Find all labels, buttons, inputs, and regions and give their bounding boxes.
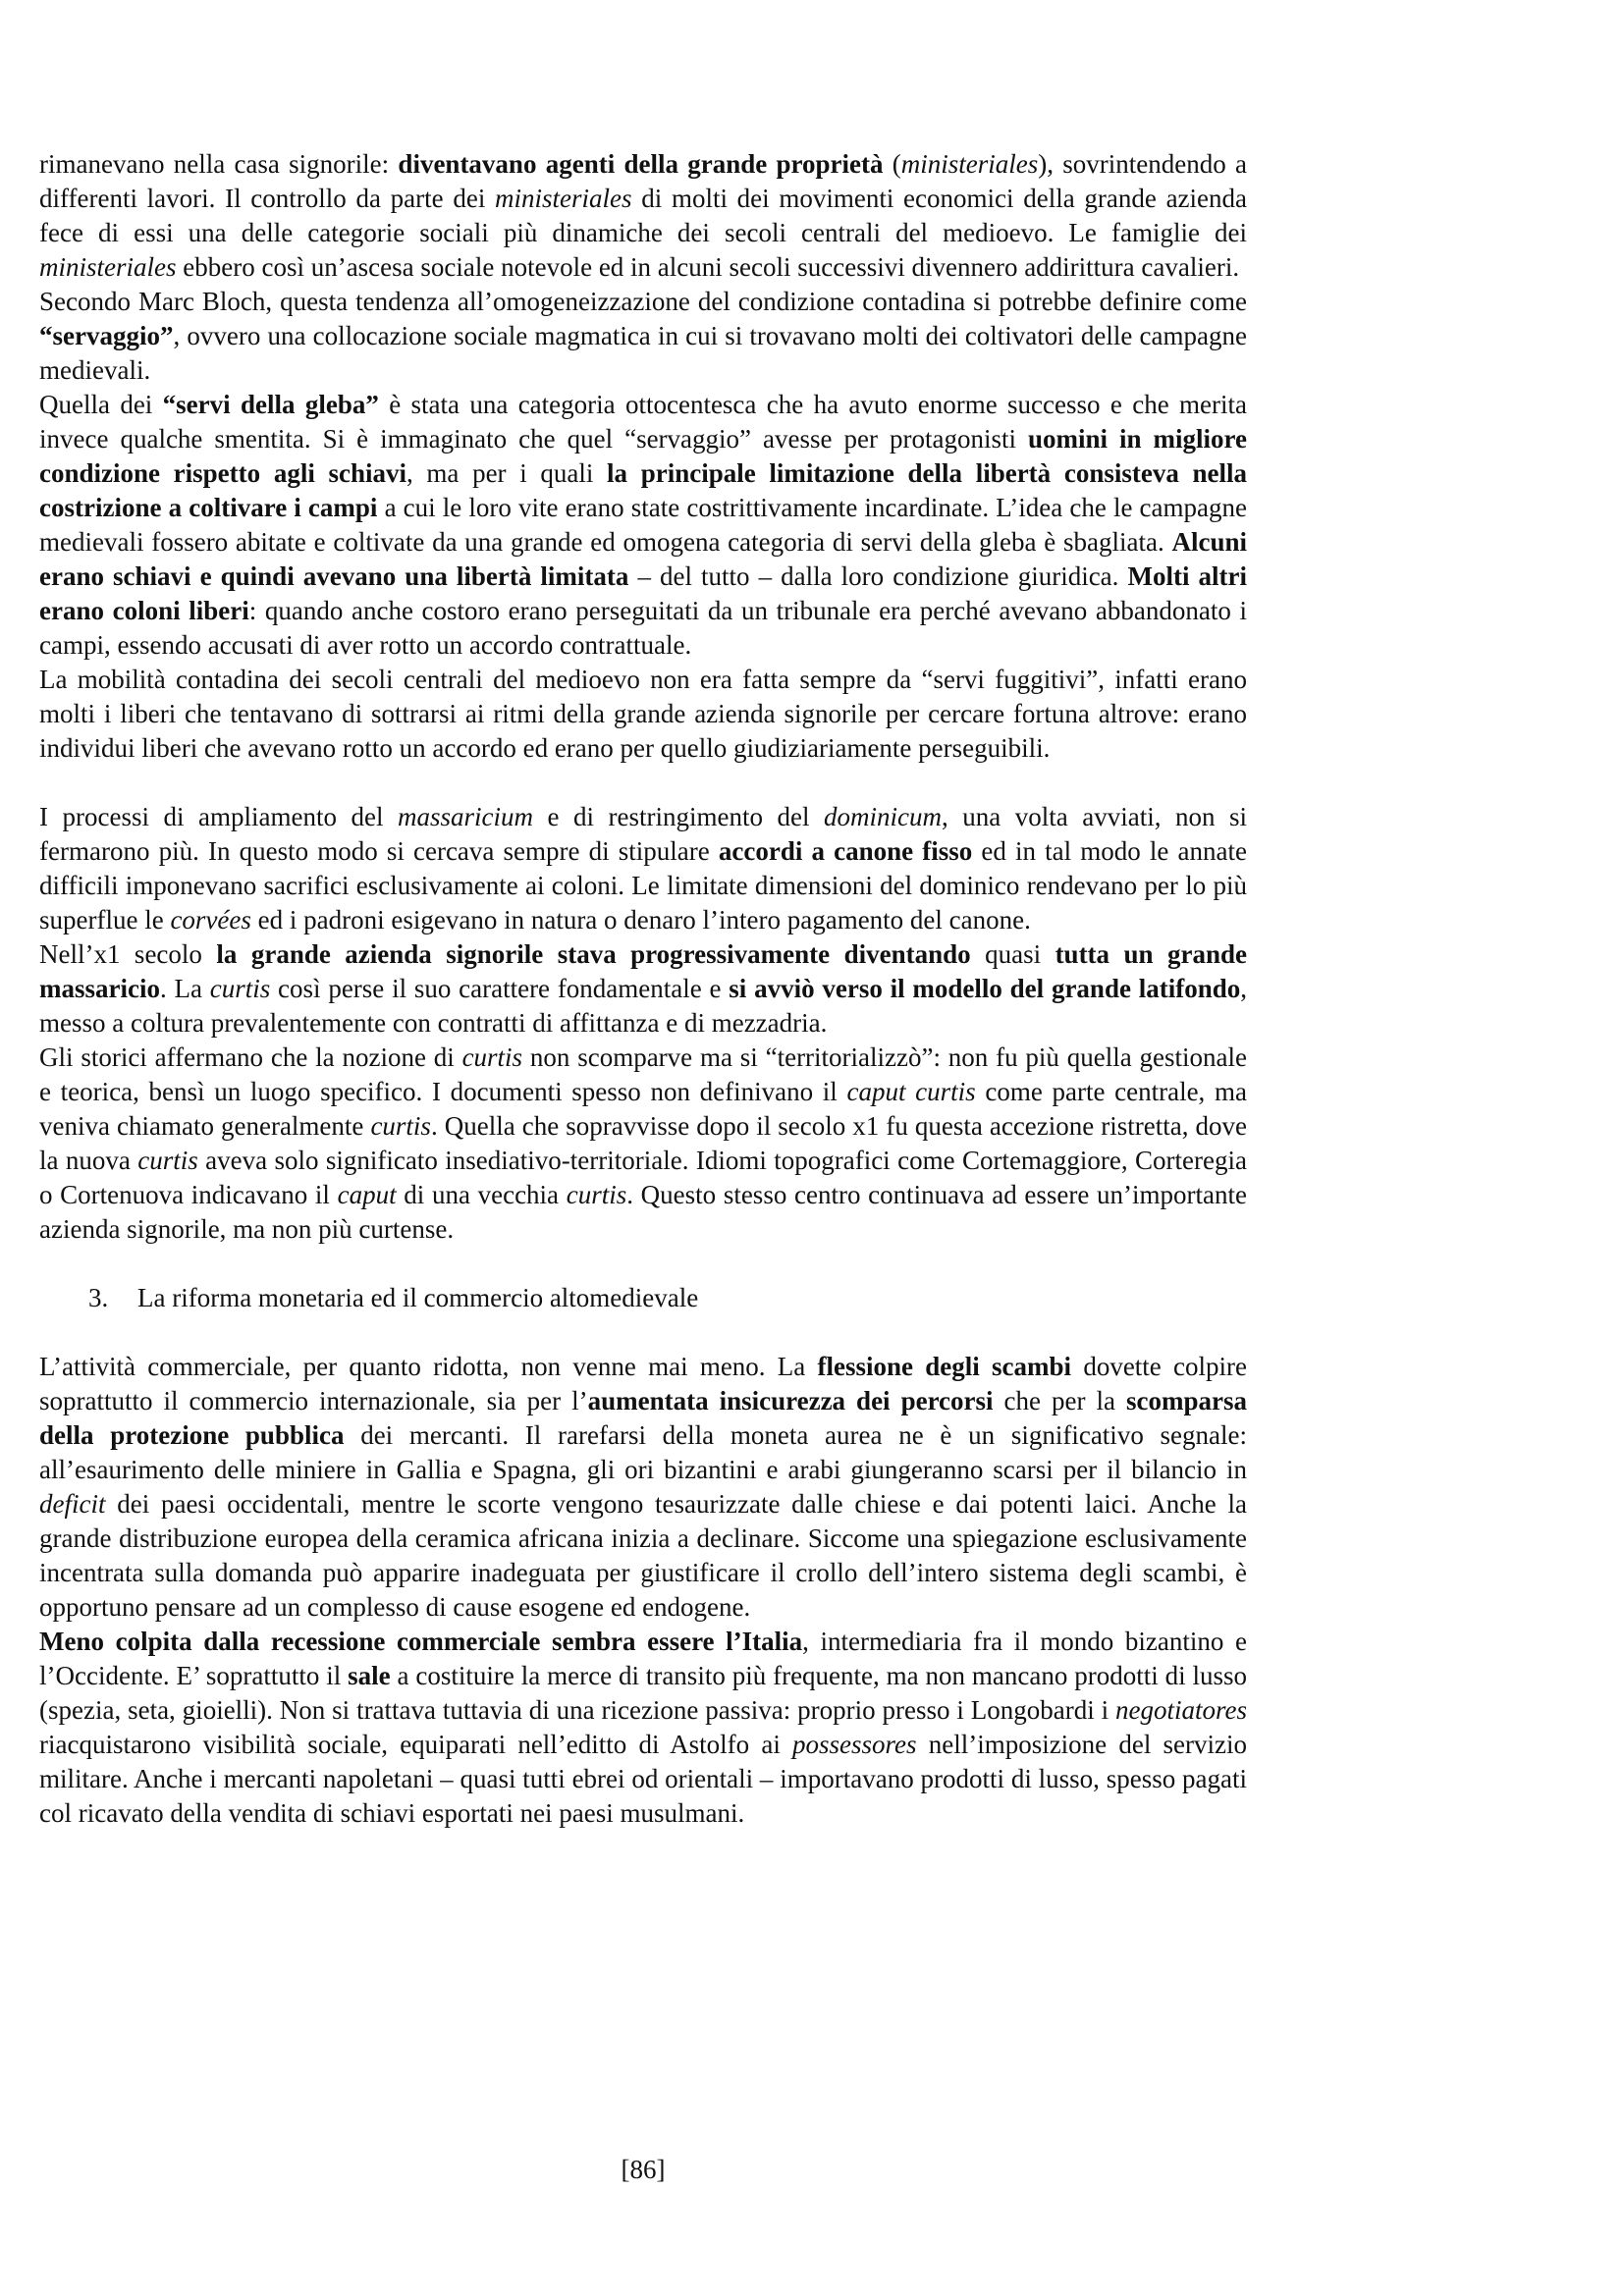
text-run: : quando anche costoro erano perseguitati da un tribunale era perché avevano abbandonato i campi, essendo accusati di aver rotto un accordo contrattuale. bbox=[39, 596, 1247, 660]
text-run: , intermediaria fra il mondo bizantino e l’Occidente. E’ soprattutto il bbox=[39, 1627, 1247, 1690]
italic-text: negotiatores bbox=[1115, 1695, 1247, 1725]
text-run: , messo a coltura prevalentemente con contratti di affittanza e di mezzadria. bbox=[39, 974, 1247, 1038]
paragraph-p5 bbox=[39, 800, 1247, 937]
text-run: non scomparve ma si “territorializzò”: non fu più quella gestionale e teorica, bensì un luogo specifico. I documenti spesso non definivano il bbox=[39, 1042, 1247, 1106]
text-run: Quella dei bbox=[39, 390, 163, 419]
italic-text: ministeriales bbox=[495, 184, 632, 213]
bold-text: “servaggio” bbox=[39, 321, 174, 350]
text-run: a cui le loro vite erano state costrittivamente incardinate. L’idea che le campagne medievali fossero abitate e coltivate da una grande ed omogena categoria di servi della gleba è sbagliata. bbox=[39, 493, 1247, 557]
italic-text: ministeriales bbox=[39, 252, 177, 282]
bold-text: aumentata insicurezza dei percorsi bbox=[587, 1386, 994, 1415]
main-text bbox=[39, 147, 1247, 1247]
text-run: nell’imposizione del servizio militare. Anche i mercanti napoletani – quasi tutti ebrei od orientali – importavano prodotti di lusso, spesso pagati col ricavato della vendita di schiavi esportati nei paesi musulmani. bbox=[39, 1730, 1247, 1828]
paragraph-p1 bbox=[39, 147, 1247, 285]
bold-text: sale bbox=[348, 1661, 391, 1690]
text-run: così perse il suo carattere fondamentale e bbox=[270, 974, 730, 1003]
section-number: 3. bbox=[88, 1283, 109, 1312]
bold-text: la grande azienda signorile stava progressivamente diventando bbox=[216, 939, 971, 969]
bold-text: Alcuni erano schiavi e quindi avevano una libertà limitata bbox=[39, 527, 1247, 591]
italic-text: curtis bbox=[461, 1042, 523, 1072]
text-run: . Quella che sopravvisse dopo il secolo x1 fu questa accezione ristretta, dove la nuova bbox=[39, 1111, 1248, 1175]
text-run: Gli storici affermano che la nozione di bbox=[39, 1042, 462, 1072]
bold-text: tutta un grande massaricio bbox=[39, 939, 1248, 1003]
bold-text: flessione degli scambi bbox=[817, 1352, 1072, 1381]
text-run: dovette colpire soprattutto il commercio internazionale, sia per l’ bbox=[39, 1352, 1248, 1415]
text-run: Secondo Marc Bloch, questa tendenza all’omogeneizzazione del condizione contadina si potrebbe definire come bbox=[39, 287, 1247, 316]
italic-text: corvées bbox=[170, 905, 251, 934]
italic-text: curtis bbox=[137, 1146, 198, 1175]
bold-text: si avviò verso il modello del grande latifondo bbox=[729, 974, 1241, 1003]
text-run: come parte centrale, ma veniva chiamato generalmente bbox=[39, 1077, 1247, 1141]
text-run: , ma per i quali bbox=[406, 458, 608, 488]
bold-text: la principale limitazione della libertà consisteva nella costrizione a coltivare i campi bbox=[39, 458, 1248, 522]
italic-text: deficit bbox=[39, 1489, 106, 1519]
text-run: dei mercanti. Il rarefarsi della moneta aurea ne è un significativo segnale: all’esaurimento delle miniere in Gallia e Spagna, gli ori bizantini e arabi giungeranno scarsi per il bilancio in bbox=[39, 1420, 1247, 1484]
paragraph-p6 bbox=[39, 937, 1247, 1041]
bold-text: Meno colpita dalla recessione commerciale sembra essere l’Italia bbox=[39, 1627, 803, 1656]
italic-text: possessores bbox=[792, 1730, 917, 1759]
paragraph-p8 bbox=[39, 1350, 1247, 1625]
text-run: e di restringimento del bbox=[533, 802, 824, 831]
section-gap-before bbox=[39, 1247, 1247, 1281]
paragraph-p2 bbox=[39, 285, 1247, 388]
italic-text: dominicum bbox=[824, 802, 942, 831]
text-run: ed i padroni esigevano in natura o denaro l’intero pagamento del canone. bbox=[250, 905, 1031, 934]
text-run: di molti dei movimenti economici della grande azienda fece di essi una delle categorie sociali più dinamiche dei secoli centrali del medioevo. Le famiglie dei bbox=[39, 184, 1248, 247]
text-run: ), sovrintendendo a differenti lavori. Il controllo da parte dei bbox=[39, 149, 1247, 213]
text-run: ed in tal modo le annate difficili imponevano sacrifici esclusivamente ai coloni. Le limitate dimensioni del dominico rendevano per lo più superflue le bbox=[39, 836, 1247, 934]
italic-text: caput curtis bbox=[846, 1077, 976, 1106]
italic-text: caput bbox=[337, 1180, 397, 1209]
italic-text: curtis bbox=[209, 974, 271, 1003]
text-run: di una vecchia bbox=[396, 1180, 567, 1209]
italic-text: massaricium bbox=[397, 802, 533, 831]
bold-text: uomini in migliore condizione rispetto agli schiavi bbox=[39, 424, 1247, 488]
paragraph-gap bbox=[39, 766, 1247, 800]
text-run: dei paesi occidentali, mentre le scorte vengono tesaurizzate dalle chiese e dai potenti laici. Anche la grande distribuzione europea della ceramica africana inizia a declinare. Siccome una spiegazione esclusivamente incentrata sulla domanda può apparire inadeguata per giustificare il crollo dell’intero sistema degli scambi, è opportuno pensare ad un complesso di cause esogene ed endogene. bbox=[39, 1489, 1247, 1622]
paragraph-p9 bbox=[39, 1625, 1247, 1831]
bold-text: scomparsa della protezione pubblica bbox=[39, 1386, 1247, 1450]
text-run: . La bbox=[159, 974, 210, 1003]
bold-text: “servi della gleba” bbox=[162, 390, 379, 419]
paragraph-p3 bbox=[39, 388, 1247, 663]
text-run: . Questo stesso centro continuava ad essere un’importante azienda signorile, ma non più curtense. bbox=[39, 1180, 1247, 1244]
text-run: La mobilità contadina dei secoli centrali del medioevo non era fatta sempre da “servi fuggitivi”, infatti erano molti i liberi che tentavano di sottrarsi ai ritmi della grande azienda signorile per cercare fortuna altrove: erano individui liberi che avevano rotto un accordo ed erano per quello giudiziariamente perseguibili. bbox=[39, 665, 1247, 763]
text-run: ebbero così un’ascesa sociale notevole ed in alcuni secoli successivi divennero addirittura cavalieri. bbox=[176, 252, 1240, 282]
bold-text: Molti altri erano coloni liberi bbox=[39, 561, 1247, 625]
bold-text: accordi a canone fisso bbox=[718, 836, 973, 866]
text-run: , una volta avviati, non si fermarono più. In questo modo si cercava sempre di stipulare bbox=[39, 802, 1247, 866]
bold-text: diventavano agenti della grande proprietà bbox=[398, 149, 884, 179]
section-gap-after bbox=[39, 1315, 1247, 1350]
section-text bbox=[39, 1350, 1247, 1831]
text-run: I processi di ampliamento del bbox=[39, 802, 398, 831]
paragraph-p7 bbox=[39, 1041, 1247, 1247]
text-run: – del tutto – dalla loro condizione giuridica. bbox=[628, 561, 1128, 591]
text-run: ( bbox=[883, 149, 901, 179]
italic-text: ministeriales bbox=[900, 149, 1039, 179]
page-number: [86] bbox=[621, 2155, 666, 2184]
section-heading bbox=[39, 1281, 1247, 1315]
text-run: rimanevano nella casa signorile: bbox=[39, 149, 399, 179]
text-run: L’attività commerciale, per quanto ridotta, non venne mai meno. La bbox=[39, 1352, 818, 1381]
section-title: La riforma monetaria ed il commercio altomedievale bbox=[137, 1283, 699, 1312]
page-body bbox=[39, 147, 1247, 1831]
text-run: che per la bbox=[993, 1386, 1126, 1415]
italic-text: curtis bbox=[370, 1111, 431, 1141]
text-run: Nell’x1 secolo bbox=[39, 939, 217, 969]
text-run: , ovvero una collocazione sociale magmatica in cui si trovavano molti dei coltivatori delle campagne medievali. bbox=[39, 321, 1247, 385]
text-run: quasi bbox=[970, 939, 1055, 969]
paragraph-p4 bbox=[39, 663, 1247, 766]
text-run: aveva solo significato insediativo-territoriale. Idiomi topografici come Cortemaggiore, Corteregia o Cortenuova indicavano il bbox=[39, 1146, 1247, 1209]
text-run: riacquistarono visibilità sociale, equiparati nell’editto di Astolfo ai bbox=[39, 1730, 793, 1759]
text-run: è stata una categoria ottocentesca che ha avuto enorme successo e che merita invece qualche smentita. Si è immaginato che quel “servaggio” avesse per protagonisti bbox=[39, 390, 1247, 454]
text-run: a costituire la merce di transito più frequente, ma non mancano prodotti di lusso (spezia, seta, gioielli). Non si trattava tuttavia di una ricezione passiva: proprio presso i Longobardi i bbox=[39, 1661, 1247, 1725]
italic-text: curtis bbox=[566, 1180, 627, 1209]
